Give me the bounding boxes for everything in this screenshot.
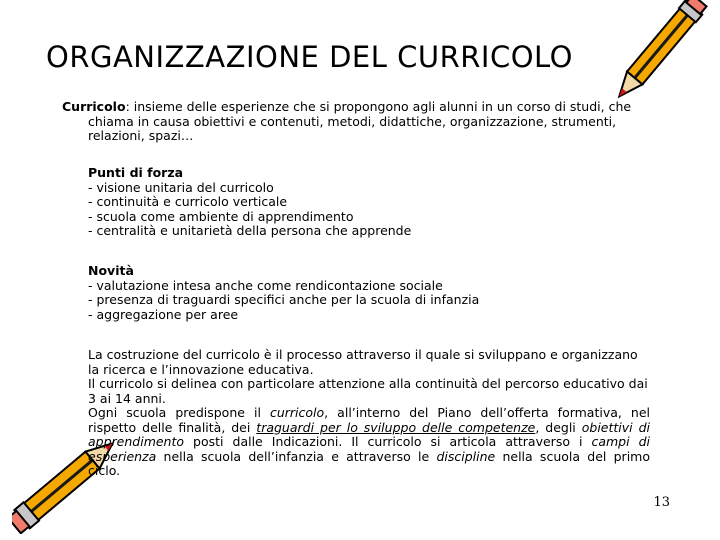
strengths-heading: Punti di forza [88, 165, 184, 180]
body-text-run: posti dalle Indicazioni. Il curricolo si articola attraverso i [184, 434, 592, 449]
list-item: - scuola come ambiente di apprendimento [88, 208, 354, 224]
body-text-run: nella scuola del primo ciclo. [88, 448, 650, 478]
pencil-top-icon [588, 0, 720, 110]
definition-line-1: : insieme delle esperienze che si propongono agli alunni in un corso di studi, che [125, 99, 632, 114]
news-section [88, 264, 658, 322]
list-item: - continuità e curricolo verticale [88, 194, 288, 209]
list-item: - presenza di traguardi specifici anche per la scuola di infanzia [88, 292, 480, 307]
news-heading: Novità [88, 263, 134, 278]
body-text-run: nella scuola dell’infanzia e attraverso le [156, 448, 437, 464]
definition-line-2: chiama in causa obiettivi e contenuti, metodi, didattiche, organizzazione, strumenti, [88, 113, 617, 129]
body-paragraph-2: Il curricolo si delinea con particolare attenzione alla continuità del percorso educativo dai 3 ai 14 anni. [88, 376, 648, 406]
slide-title: ORGANIZZAZIONE DEL CURRICOLO [46, 40, 573, 74]
emphasis-campi: campi di esperienza [88, 434, 651, 464]
body-text-run: , degli [535, 419, 582, 435]
body-paragraph-1: La costruzione del curricolo è il processo attraverso il quale si sviluppano e organizzano la ricerca e l’innovazione educativa. [88, 347, 638, 377]
body-paragraph-3 [88, 406, 650, 479]
list-item: - centralità e unitarietà della persona che apprende [88, 223, 412, 238]
emphasis-discipline: discipline [436, 448, 496, 464]
page-number: 13 [653, 495, 670, 510]
list-item: - valutazione intesa anche come rendicontazione sociale [88, 277, 443, 293]
list-item: - visione unitaria del curricolo [88, 179, 274, 195]
body-text [88, 348, 650, 479]
definition-line-3: relazioni, spazi… [88, 128, 194, 143]
emphasis-curricolo: curricolo [269, 405, 325, 420]
emphasis-obiettivi: obiettivi di apprendimento [88, 419, 650, 449]
definition-term: Curricolo [62, 99, 126, 114]
list-item: - aggregazione per aree [88, 306, 239, 322]
definition-paragraph [62, 100, 652, 144]
body-text-run: , all’interno del Piano dell’offerta formativa, nel rispetto delle finalità, dei [88, 405, 650, 435]
body-text-run: Ogni scuola predispone il [88, 405, 270, 420]
strengths-section [88, 166, 658, 239]
emphasis-traguardi: traguardi per lo sviluppo delle competenze [256, 419, 536, 435]
